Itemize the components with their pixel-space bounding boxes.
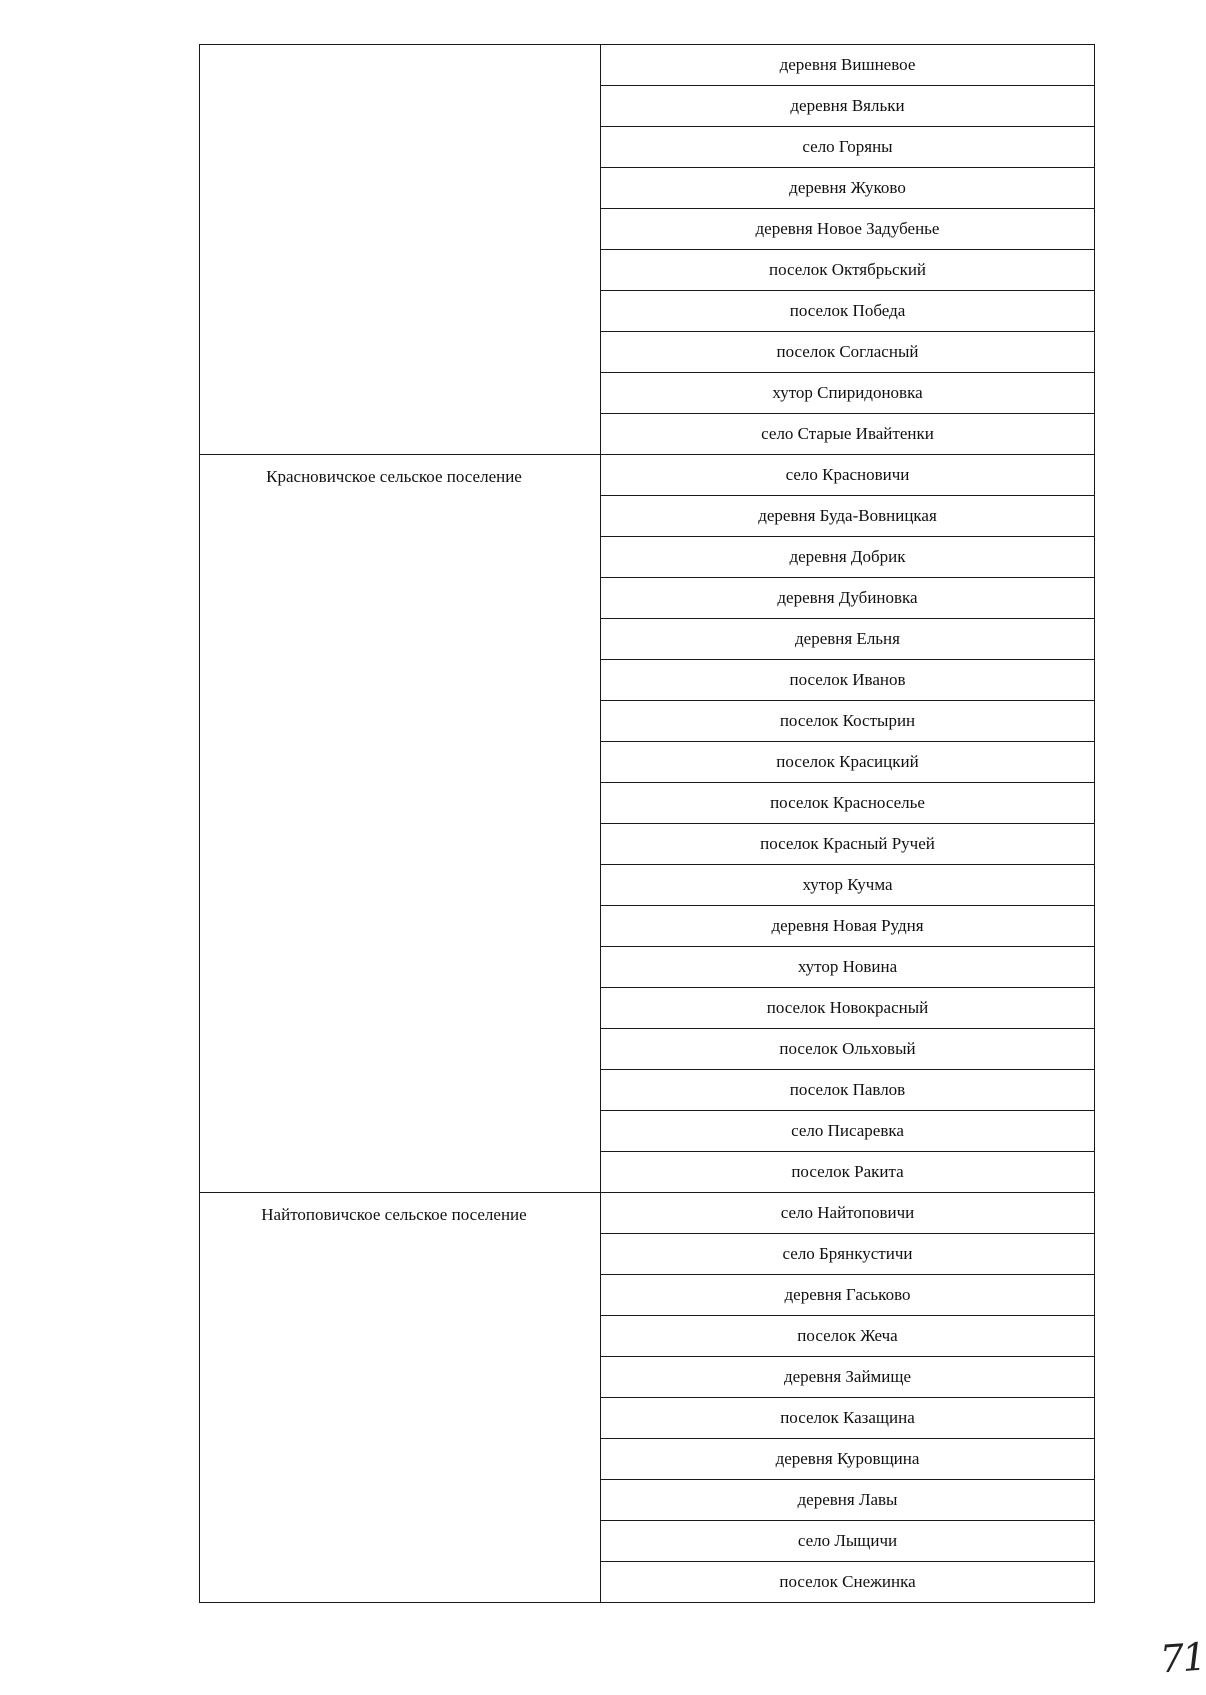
locality-cell: поселок Согласный — [601, 332, 1095, 373]
locality-cell: поселок Красицкий — [601, 742, 1095, 783]
locality-cell: село Старые Ивайтенки — [601, 414, 1095, 455]
locality-cell: поселок Снежинка — [601, 1562, 1095, 1603]
locality-cell: поселок Октябрьский — [601, 250, 1095, 291]
locality-cell: деревня Займище — [601, 1357, 1095, 1398]
locality-cell: село Найтоповичи — [601, 1193, 1095, 1234]
table-row — [200, 455, 1095, 496]
locality-cell: деревня Гаськово — [601, 1275, 1095, 1316]
locality-cell: поселок Красноселье — [601, 783, 1095, 824]
locality-cell: село Красновичи — [601, 455, 1095, 496]
locality-cell: поселок Жеча — [601, 1316, 1095, 1357]
locality-cell: поселок Иванов — [601, 660, 1095, 701]
table-row — [200, 45, 1095, 86]
locality-cell: поселок Победа — [601, 291, 1095, 332]
locality-cell: деревня Вяльки — [601, 86, 1095, 127]
locality-cell: деревня Дубиновка — [601, 578, 1095, 619]
locality-cell: хутор Новина — [601, 947, 1095, 988]
municipality-cell — [200, 1193, 601, 1603]
locality-cell: село Горяны — [601, 127, 1095, 168]
locality-cell: деревня Ельня — [601, 619, 1095, 660]
locality-cell: село Лыщичи — [601, 1521, 1095, 1562]
locality-cell: село Брянкустичи — [601, 1234, 1095, 1275]
locality-cell: деревня Буда-Вовницкая — [601, 496, 1095, 537]
municipality-cell — [200, 455, 601, 1193]
locality-cell: деревня Лавы — [601, 1480, 1095, 1521]
table-row — [200, 1193, 1095, 1234]
locality-cell: поселок Красный Ручей — [601, 824, 1095, 865]
locality-cell: деревня Куровщина — [601, 1439, 1095, 1480]
municipality-name: Найтоповичское сельское поселение — [261, 1205, 527, 1224]
locality-cell: поселок Казащина — [601, 1398, 1095, 1439]
locality-cell: поселок Ракита — [601, 1152, 1095, 1193]
locality-cell: деревня Новое Задубенье — [601, 209, 1095, 250]
locality-cell: поселок Павлов — [601, 1070, 1095, 1111]
settlements-table-body — [200, 45, 1095, 1603]
handwritten-page-number: 71 — [1158, 1634, 1206, 1682]
municipality-cell — [200, 45, 601, 455]
municipality-name: Красновичское сельское поселение — [266, 467, 522, 486]
locality-cell: деревня Добрик — [601, 537, 1095, 578]
locality-cell: деревня Жуково — [601, 168, 1095, 209]
locality-cell: село Писаревка — [601, 1111, 1095, 1152]
locality-cell: деревня Новая Рудня — [601, 906, 1095, 947]
locality-cell: поселок Ольховый — [601, 1029, 1095, 1070]
settlements-table — [199, 44, 1095, 1603]
locality-cell: поселок Новокрасный — [601, 988, 1095, 1029]
locality-cell: хутор Кучма — [601, 865, 1095, 906]
locality-cell: деревня Вишневое — [601, 45, 1095, 86]
locality-cell: поселок Костырин — [601, 701, 1095, 742]
locality-cell: хутор Спиридоновка — [601, 373, 1095, 414]
